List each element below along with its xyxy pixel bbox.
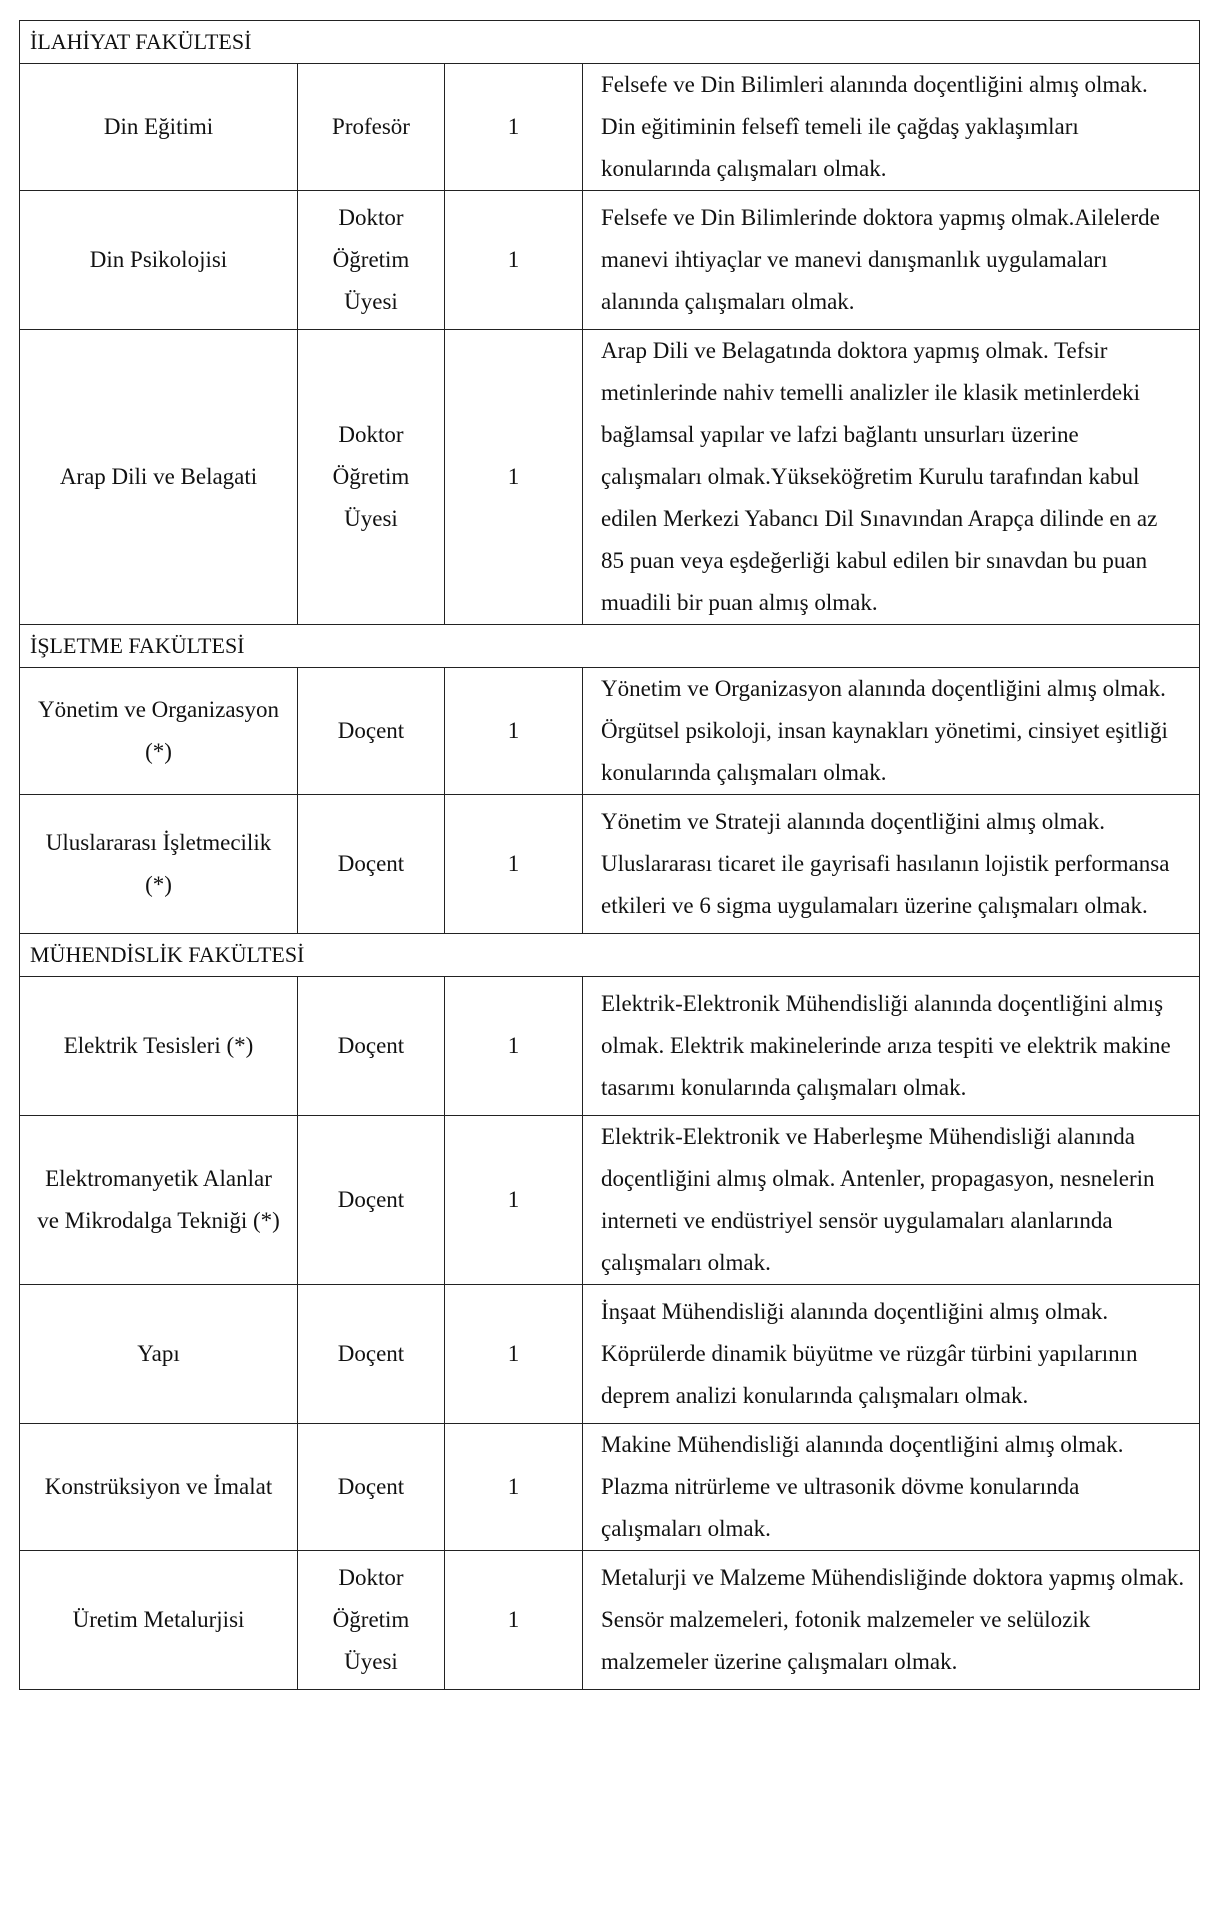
count-cell: 1 [445, 1551, 583, 1690]
field-cell: Arap Dili ve Belagati [20, 330, 298, 625]
title-cell: Doçent [298, 1285, 445, 1424]
field-cell: Din Eğitimi [20, 64, 298, 191]
field-cell: Uluslararası İşletmecilik (*) [20, 795, 298, 934]
requirements-cell: Metalurji ve Malzeme Mühendisliğinde doktora yapmış olmak. Sensör malzemeleri, fotonik malzemeler ve selülozik malzemeler üzerine çalışmaları olmak. [583, 1551, 1200, 1690]
positions-table-body [20, 21, 1200, 1690]
table-row [20, 1551, 1200, 1690]
faculty-header-row [20, 21, 1200, 64]
title-cell: Doçent [298, 668, 445, 795]
count-cell: 1 [445, 977, 583, 1116]
table-row [20, 330, 1200, 625]
requirements-cell: Yönetim ve Organizasyon alanında doçentliğini almış olmak. Örgütsel psikoloji, insan kaynakları yönetimi, cinsiyet eşitliği konularında çalışmaları olmak. [583, 668, 1200, 795]
requirements-cell: İnşaat Mühendisliği alanında doçentliğini almış olmak. Köprülerde dinamik büyütme ve rüzgâr türbini yapılarının deprem analizi konularında çalışmaları olmak. [583, 1285, 1200, 1424]
title-cell: Doktor Öğretim Üyesi [298, 1551, 445, 1690]
field-cell: Elektromanyetik Alanlar ve Mikrodalga Tekniği (*) [20, 1116, 298, 1285]
count-cell: 1 [445, 330, 583, 625]
positions-table [19, 20, 1200, 1690]
table-row [20, 64, 1200, 191]
count-cell: 1 [445, 1285, 583, 1424]
count-cell: 1 [445, 191, 583, 330]
requirements-cell: Elektrik-Elektronik Mühendisliği alanında doçentliğini almış olmak. Elektrik makinelerinde arıza tespiti ve elektrik makine tasarımı konularında çalışmaları olmak. [583, 977, 1200, 1116]
field-cell: Konstrüksiyon ve İmalat [20, 1424, 298, 1551]
count-cell: 1 [445, 668, 583, 795]
table-row [20, 977, 1200, 1116]
table-row [20, 1285, 1200, 1424]
table-row [20, 668, 1200, 795]
title-cell: Doçent [298, 1424, 445, 1551]
table-row [20, 795, 1200, 934]
faculty-header-row [20, 625, 1200, 668]
field-cell: Yapı [20, 1285, 298, 1424]
requirements-cell: Felsefe ve Din Bilimlerinde doktora yapmış olmak.Ailelerde manevi ihtiyaçlar ve manevi danışmanlık uygulamaları alanında çalışmaları olmak. [583, 191, 1200, 330]
title-cell: Doçent [298, 795, 445, 934]
requirements-cell: Makine Mühendisliği alanında doçentliğini almış olmak. Plazma nitrürleme ve ultrasonik dövme konularında çalışmaları olmak. [583, 1424, 1200, 1551]
requirements-cell: Arap Dili ve Belagatında doktora yapmış olmak. Tefsir metinlerinde nahiv temelli analizler ile klasik metinlerdeki bağlamsal yapılar ve lafzi bağlantı unsurları üzerine çalışmaları olmak.Yükseköğretim Kurulu tarafından kabul edilen Merkezi Yabancı Dil Sınavından Arapça dilinde en az 85 puan veya eşdeğerliği kabul edilen bir sınavdan bu puan muadili bir puan almış olmak. [583, 330, 1200, 625]
title-cell: Doçent [298, 1116, 445, 1285]
table-row [20, 191, 1200, 330]
count-cell: 1 [445, 64, 583, 191]
faculty-name: İŞLETME FAKÜLTESİ [20, 625, 1200, 668]
field-cell: Üretim Metalurjisi [20, 1551, 298, 1690]
count-cell: 1 [445, 795, 583, 934]
requirements-cell: Felsefe ve Din Bilimleri alanında doçentliğini almış olmak. Din eğitiminin felsefî temeli ile çağdaş yaklaşımları konularında çalışmaları olmak. [583, 64, 1200, 191]
requirements-cell: Elektrik-Elektronik ve Haberleşme Mühendisliği alanında doçentliğini almış olmak. Antenler, propagasyon, nesnelerin interneti ve endüstriyel sensör uygulamaları alanlarında çalışmaları olmak. [583, 1116, 1200, 1285]
title-cell: Doktor Öğretim Üyesi [298, 330, 445, 625]
title-cell: Doçent [298, 977, 445, 1116]
requirements-cell: Yönetim ve Strateji alanında doçentliğini almış olmak. Uluslararası ticaret ile gayrisafi hasılanın lojistik performansa etkileri ve 6 sigma uygulamaları üzerine çalışmaları olmak. [583, 795, 1200, 934]
count-cell: 1 [445, 1424, 583, 1551]
table-row [20, 1424, 1200, 1551]
faculty-name: İLAHİYAT FAKÜLTESİ [20, 21, 1200, 64]
faculty-header-row [20, 934, 1200, 977]
count-cell: 1 [445, 1116, 583, 1285]
faculty-name: MÜHENDİSLİK FAKÜLTESİ [20, 934, 1200, 977]
field-cell: Din Psikolojisi [20, 191, 298, 330]
table-row [20, 1116, 1200, 1285]
title-cell: Doktor Öğretim Üyesi [298, 191, 445, 330]
title-cell: Profesör [298, 64, 445, 191]
field-cell: Elektrik Tesisleri (*) [20, 977, 298, 1116]
field-cell: Yönetim ve Organizasyon (*) [20, 668, 298, 795]
